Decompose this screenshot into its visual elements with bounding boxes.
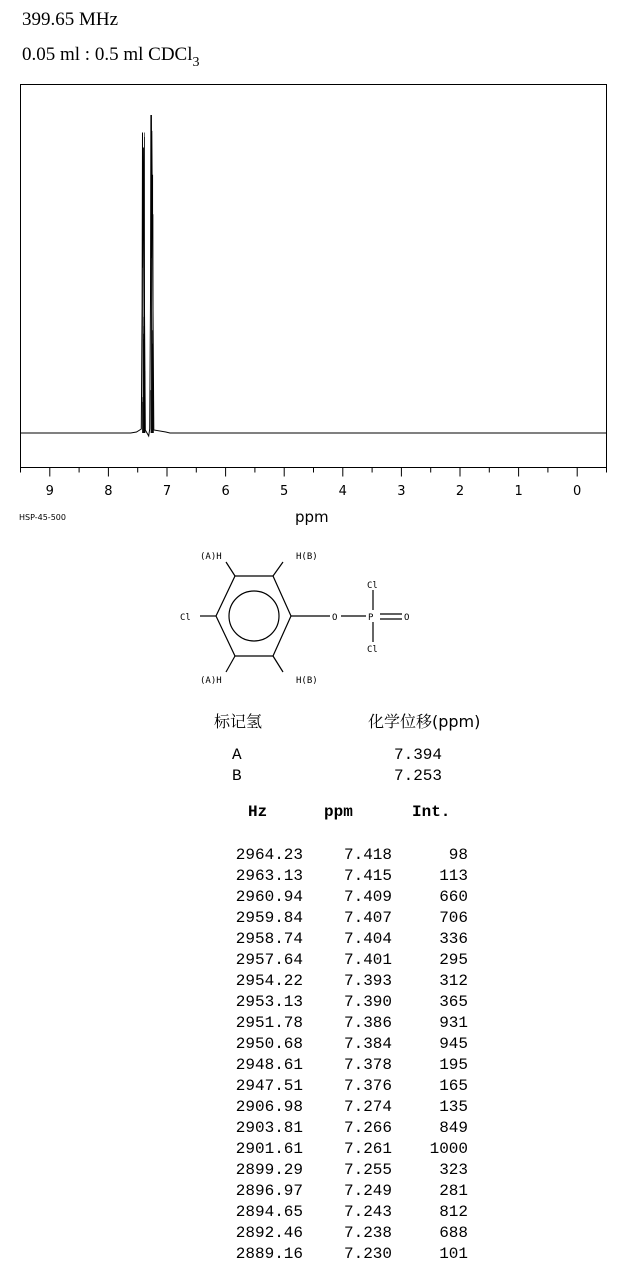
peak-intensity: 660 <box>439 888 468 906</box>
peak-intensity: 812 <box>439 1203 468 1221</box>
assignment-row <box>232 767 442 787</box>
table-row <box>222 1245 472 1266</box>
peak-ppm: 7.255 <box>343 1161 392 1179</box>
peak-intensity: 295 <box>439 951 468 969</box>
x-tick-label: 0 <box>573 484 582 499</box>
peak-intensity: 706 <box>439 909 468 927</box>
table-row <box>222 930 472 951</box>
x-tick-label: 6 <box>221 484 230 499</box>
table-row <box>222 993 472 1014</box>
assignment-header-shift: 化学位移(ppm) <box>368 712 481 731</box>
peak-hz: 2957.64 <box>235 951 303 969</box>
peak-ppm: 7.390 <box>343 993 392 1011</box>
peak-table-header-hz: Hz <box>248 803 268 821</box>
assignment-row <box>232 746 442 766</box>
atom-cl-top: Cl <box>367 581 378 591</box>
bond-ha-top <box>226 562 235 576</box>
table-row <box>222 951 472 972</box>
peak-hz: 2892.46 <box>235 1224 303 1242</box>
peak-ppm: 7.274 <box>343 1098 392 1116</box>
assignment-shift: 7.394 <box>393 746 442 764</box>
assignment-shift: 7.253 <box>393 767 442 785</box>
peak-marks <box>143 115 154 433</box>
atom-cl-bottom: Cl <box>367 645 378 655</box>
peak-hz: 2954.22 <box>235 972 303 990</box>
peak-ppm: 7.393 <box>343 972 392 990</box>
x-tick-label: 7 <box>162 484 172 499</box>
table-row <box>222 1140 472 1161</box>
sample-code: HSP-45-500 <box>19 513 66 522</box>
peak-hz: 2950.68 <box>235 1035 303 1053</box>
assignment-label: A <box>232 746 242 764</box>
peak-hz: 2903.81 <box>235 1119 303 1137</box>
atom-o-double: O <box>404 613 410 623</box>
peak-intensity: 281 <box>439 1182 468 1200</box>
peak-intensity: 312 <box>439 972 468 990</box>
x-tick-label: 4 <box>338 484 347 499</box>
atom-ha-bottom: (A)H <box>200 676 222 686</box>
peak-ppm: 7.401 <box>343 951 392 969</box>
table-row <box>222 867 472 888</box>
table-row <box>222 1203 472 1224</box>
peak-ppm: 7.409 <box>343 888 392 906</box>
assignment-header-label: 标记氢 <box>214 712 263 731</box>
peak-intensity: 195 <box>439 1056 468 1074</box>
assignment-label: B <box>232 767 242 785</box>
bond-ha-bottom <box>226 656 235 672</box>
atom-hb-top: H(B) <box>296 552 318 562</box>
peak-hz: 2951.78 <box>235 1014 303 1032</box>
spectrometer-frequency: 399.65 MHz <box>22 9 119 30</box>
atom-cl-left: Cl <box>180 613 191 623</box>
peak-intensity: 688 <box>439 1224 468 1242</box>
peak-hz: 2948.61 <box>235 1056 303 1074</box>
atom-ha-top: (A)H <box>200 552 222 562</box>
x-tick-label: 5 <box>280 484 289 499</box>
atom-p: P <box>368 613 374 623</box>
x-tick-label: 9 <box>45 484 54 499</box>
spectrum-trace <box>21 115 607 436</box>
peak-intensity: 101 <box>439 1245 468 1263</box>
peak-intensity: 931 <box>439 1014 468 1032</box>
x-tick-label: 2 <box>455 484 465 499</box>
table-row <box>222 1224 472 1245</box>
table-row <box>222 846 472 867</box>
peak-hz: 2906.98 <box>235 1098 303 1116</box>
peak-ppm: 7.238 <box>343 1224 392 1242</box>
table-row <box>222 1077 472 1098</box>
peak-hz: 2889.16 <box>235 1245 303 1263</box>
peak-ppm: 7.418 <box>343 846 392 864</box>
peak-intensity: 165 <box>439 1077 468 1095</box>
peak-ppm: 7.386 <box>343 1014 392 1032</box>
peak-ppm: 7.407 <box>343 909 392 927</box>
peak-intensity: 323 <box>439 1161 468 1179</box>
peak-hz: 2894.65 <box>235 1203 303 1221</box>
bond-hb-top <box>273 562 283 576</box>
atom-o: O <box>332 613 338 623</box>
x-tick-label: 1 <box>514 484 523 499</box>
solvent-subscript: 3 <box>192 55 200 70</box>
peak-intensity: 336 <box>439 930 468 948</box>
peak-table-header-int: Int. <box>412 803 451 821</box>
peak-hz: 2964.23 <box>235 846 303 864</box>
peak-intensity: 849 <box>439 1119 468 1137</box>
peak-ppm: 7.261 <box>343 1140 392 1158</box>
x-axis-ticks <box>21 468 607 477</box>
peak-ppm: 7.230 <box>343 1245 392 1263</box>
chemical-structure <box>170 540 430 700</box>
table-row <box>222 1056 472 1077</box>
table-row <box>222 1182 472 1203</box>
nmr-spectrum-chart <box>0 0 626 510</box>
peak-ppm: 7.415 <box>343 867 392 885</box>
peak-intensity: 365 <box>439 993 468 1011</box>
peak-hz: 2896.97 <box>235 1182 303 1200</box>
plot-frame <box>21 85 607 468</box>
peak-intensity: 1000 <box>429 1140 468 1158</box>
x-tick-label: 8 <box>104 484 113 499</box>
peak-ppm: 7.378 <box>343 1056 392 1074</box>
x-axis-label: ppm <box>295 508 329 526</box>
peak-hz: 2901.61 <box>235 1140 303 1158</box>
peak-ppm: 7.404 <box>343 930 392 948</box>
x-axis-tick-labels <box>46 484 582 499</box>
peak-hz: 2947.51 <box>235 1077 303 1095</box>
table-row <box>222 1161 472 1182</box>
peak-intensity: 135 <box>439 1098 468 1116</box>
table-row <box>222 1014 472 1035</box>
peak-hz: 2963.13 <box>235 867 303 885</box>
peak-intensity: 98 <box>448 846 468 864</box>
peak-table-header-ppm: ppm <box>324 803 353 821</box>
peak-ppm: 7.384 <box>343 1035 392 1053</box>
peak-intensity: 945 <box>439 1035 468 1053</box>
peak-hz: 2958.74 <box>235 930 303 948</box>
solvent-text: 0.05 ml : 0.5 ml CDCl <box>22 44 193 65</box>
table-row <box>222 972 472 993</box>
peak-intensity: 113 <box>439 867 468 885</box>
table-row <box>222 888 472 909</box>
x-tick-label: 3 <box>397 484 406 499</box>
peak-ppm: 7.249 <box>343 1182 392 1200</box>
peak-hz: 2959.84 <box>235 909 303 927</box>
peak-ppm: 7.243 <box>343 1203 392 1221</box>
peak-ppm: 7.266 <box>343 1119 392 1137</box>
table-row <box>222 1119 472 1140</box>
table-row <box>222 1035 472 1056</box>
peak-hz: 2953.13 <box>235 993 303 1011</box>
peak-hz: 2899.29 <box>235 1161 303 1179</box>
peak-ppm: 7.376 <box>343 1077 392 1095</box>
table-row <box>222 909 472 930</box>
peak-hz: 2960.94 <box>235 888 303 906</box>
bond-hb-bottom <box>273 656 283 672</box>
table-row <box>222 1098 472 1119</box>
atom-hb-bottom: H(B) <box>296 676 318 686</box>
